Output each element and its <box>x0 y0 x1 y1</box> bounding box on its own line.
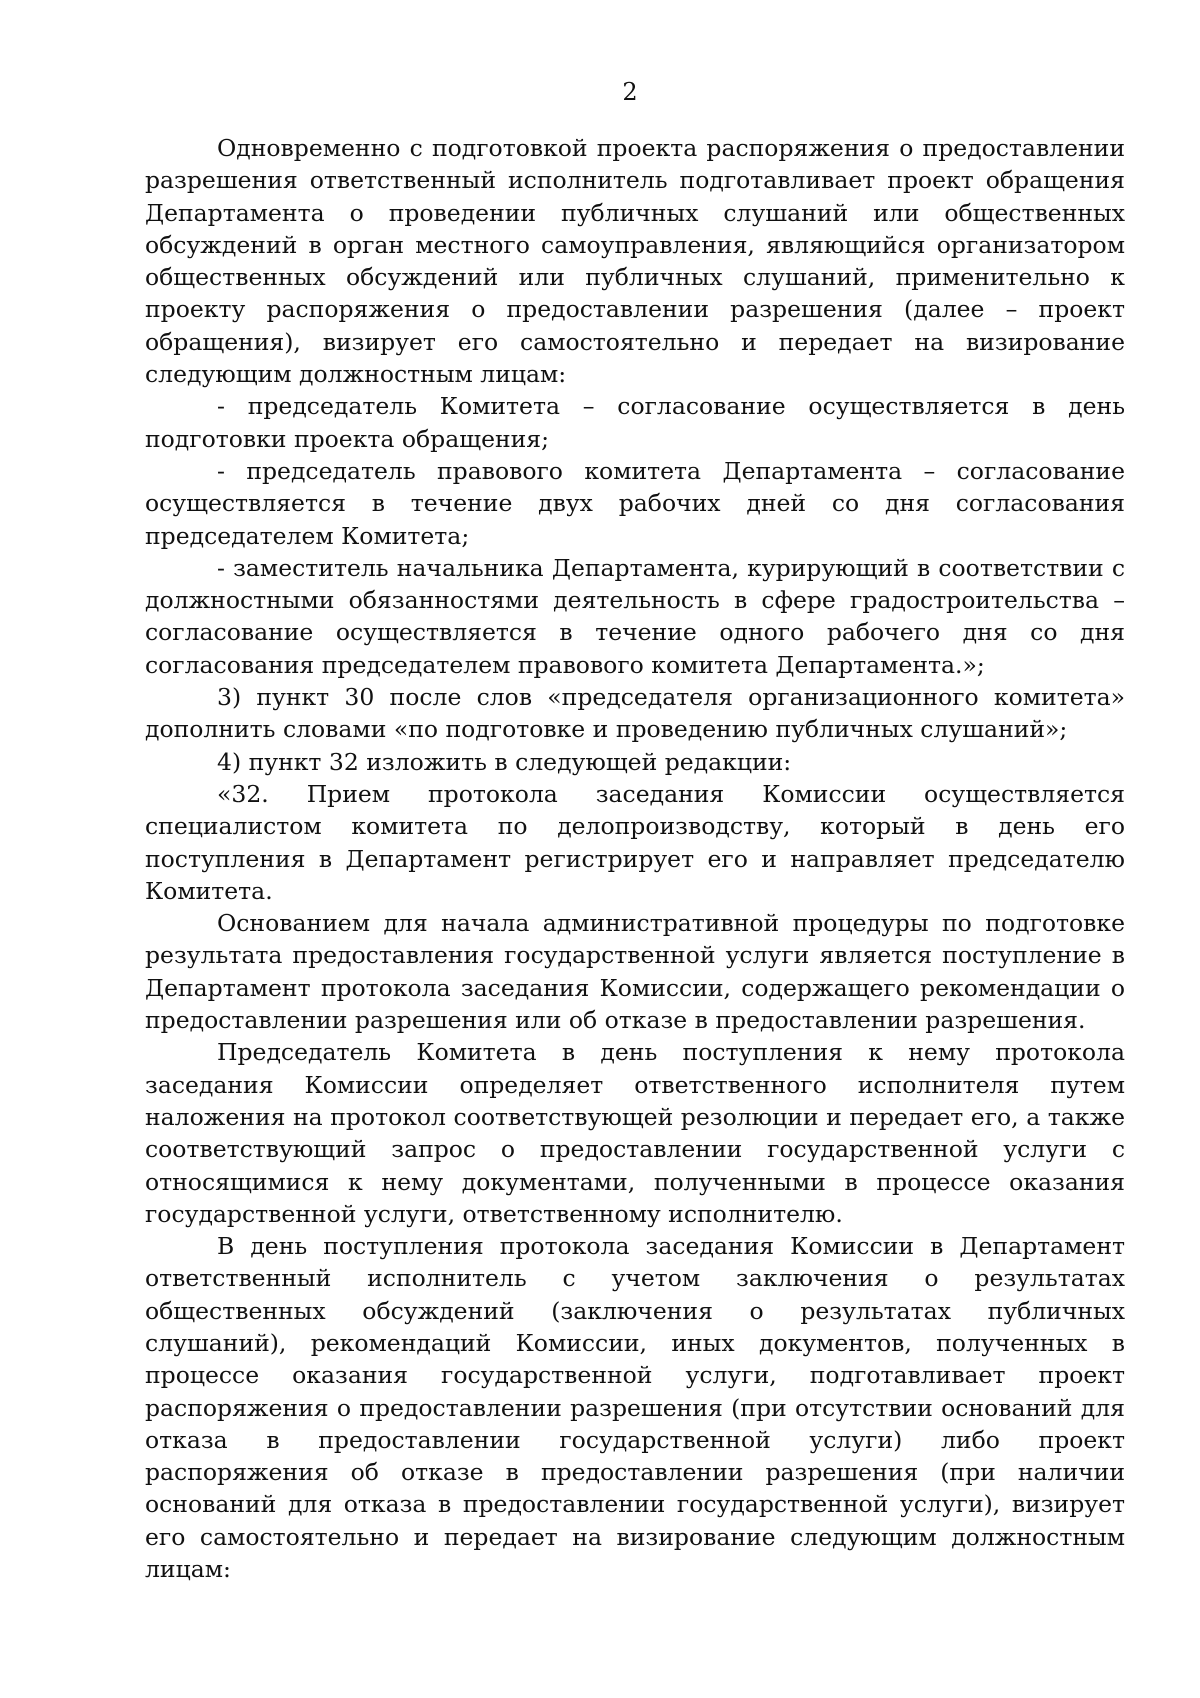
paragraph-deputy-head-approval: - заместитель начальника Департамента, курирующий в соответствии с должностными обязанностями деятельность в сфере градостроительства – согласование осуществляется в течение одного рабочего дня со дня согласования председателем правового комитета Департамента.»; <box>145 553 1125 679</box>
paragraph-committee-chair-approval: - председатель Комитета – согласование осуществляется в день подготовки проекта обращения; <box>145 392 1125 453</box>
document-body <box>145 132 1125 1585</box>
paragraph-item-32-protocol-receipt: «32. Прием протокола заседания Комиссии осуществляется специалистом комитета по делопроизводству, который в день его поступления в Департамент регистрирует его и направляет председателю Комитета. <box>145 779 1125 905</box>
paragraph-item-4: 4) пункт 32 изложить в следующей редакции: <box>217 747 792 776</box>
paragraph-legal-committee-approval: - председатель правового комитета Департамента – согласование осуществляется в течение двух рабочих дней со дня согласования председателем Комитета; <box>145 456 1125 550</box>
paragraph-executor-prepares-draft: В день поступления протокола заседания Комиссии в Департамент ответственный исполнитель с учетом заключения о результатах общественных обсуждений (заключения о результатах публичных слушаний), рекомендаций Комиссии, иных документов, полученных в процессе оказания государственной услуги, подготавливает проект распоряжения о предоставлении разрешения (при отсутствии оснований для отказа в предоставлении государственной услуги) либо проект распоряжения об отказе в предоставлении разрешения (при наличии оснований для отказа в предоставлении государственной услуги), визирует его самостоятельно и передает на визирование следующим должностным лицам: <box>145 1232 1125 1584</box>
paragraph-parallel-preparation: Одновременно с подготовкой проекта распоряжения о предоставлении разрешения ответственный исполнитель подготавливает проект обращения Департамента о проведении публичных слушаний или общественных обсуждений в орган местного самоуправления, являющийся организатором общественных обсуждений или публичных слушаний, применительно к проекту распоряжения о предоставлении разрешения (далее – проект обращения), визирует его самостоятельно и передает на визирование следующим должностным лицам: <box>145 134 1125 389</box>
paragraph-procedure-basis: Основанием для начала административной процедуры по подготовке результата предоставления государственной услуги является поступление в Департамент протокола заседания Комиссии, содержащего рекомендации о предоставлении разрешения или об отказе в предоставлении разрешения. <box>145 909 1125 1035</box>
page-number: 2 <box>622 78 638 106</box>
paragraph-chair-assigns-executor: Председатель Комитета в день поступления к нему протокола заседания Комиссии определяет ответственного исполнителя путем наложения на протокол соответствующей резолюции и передает его, а также соответствующий запрос о предоставлении государственной услуги с относящимися к нему документами, полученными в процессе оказания государственной услуги, ответственному исполнителю. <box>145 1038 1125 1228</box>
paragraph-item-3: 3) пункт 30 после слов «председателя организационного комитета» дополнить словами «по подготовке и проведению публичных слушаний»; <box>145 683 1125 744</box>
